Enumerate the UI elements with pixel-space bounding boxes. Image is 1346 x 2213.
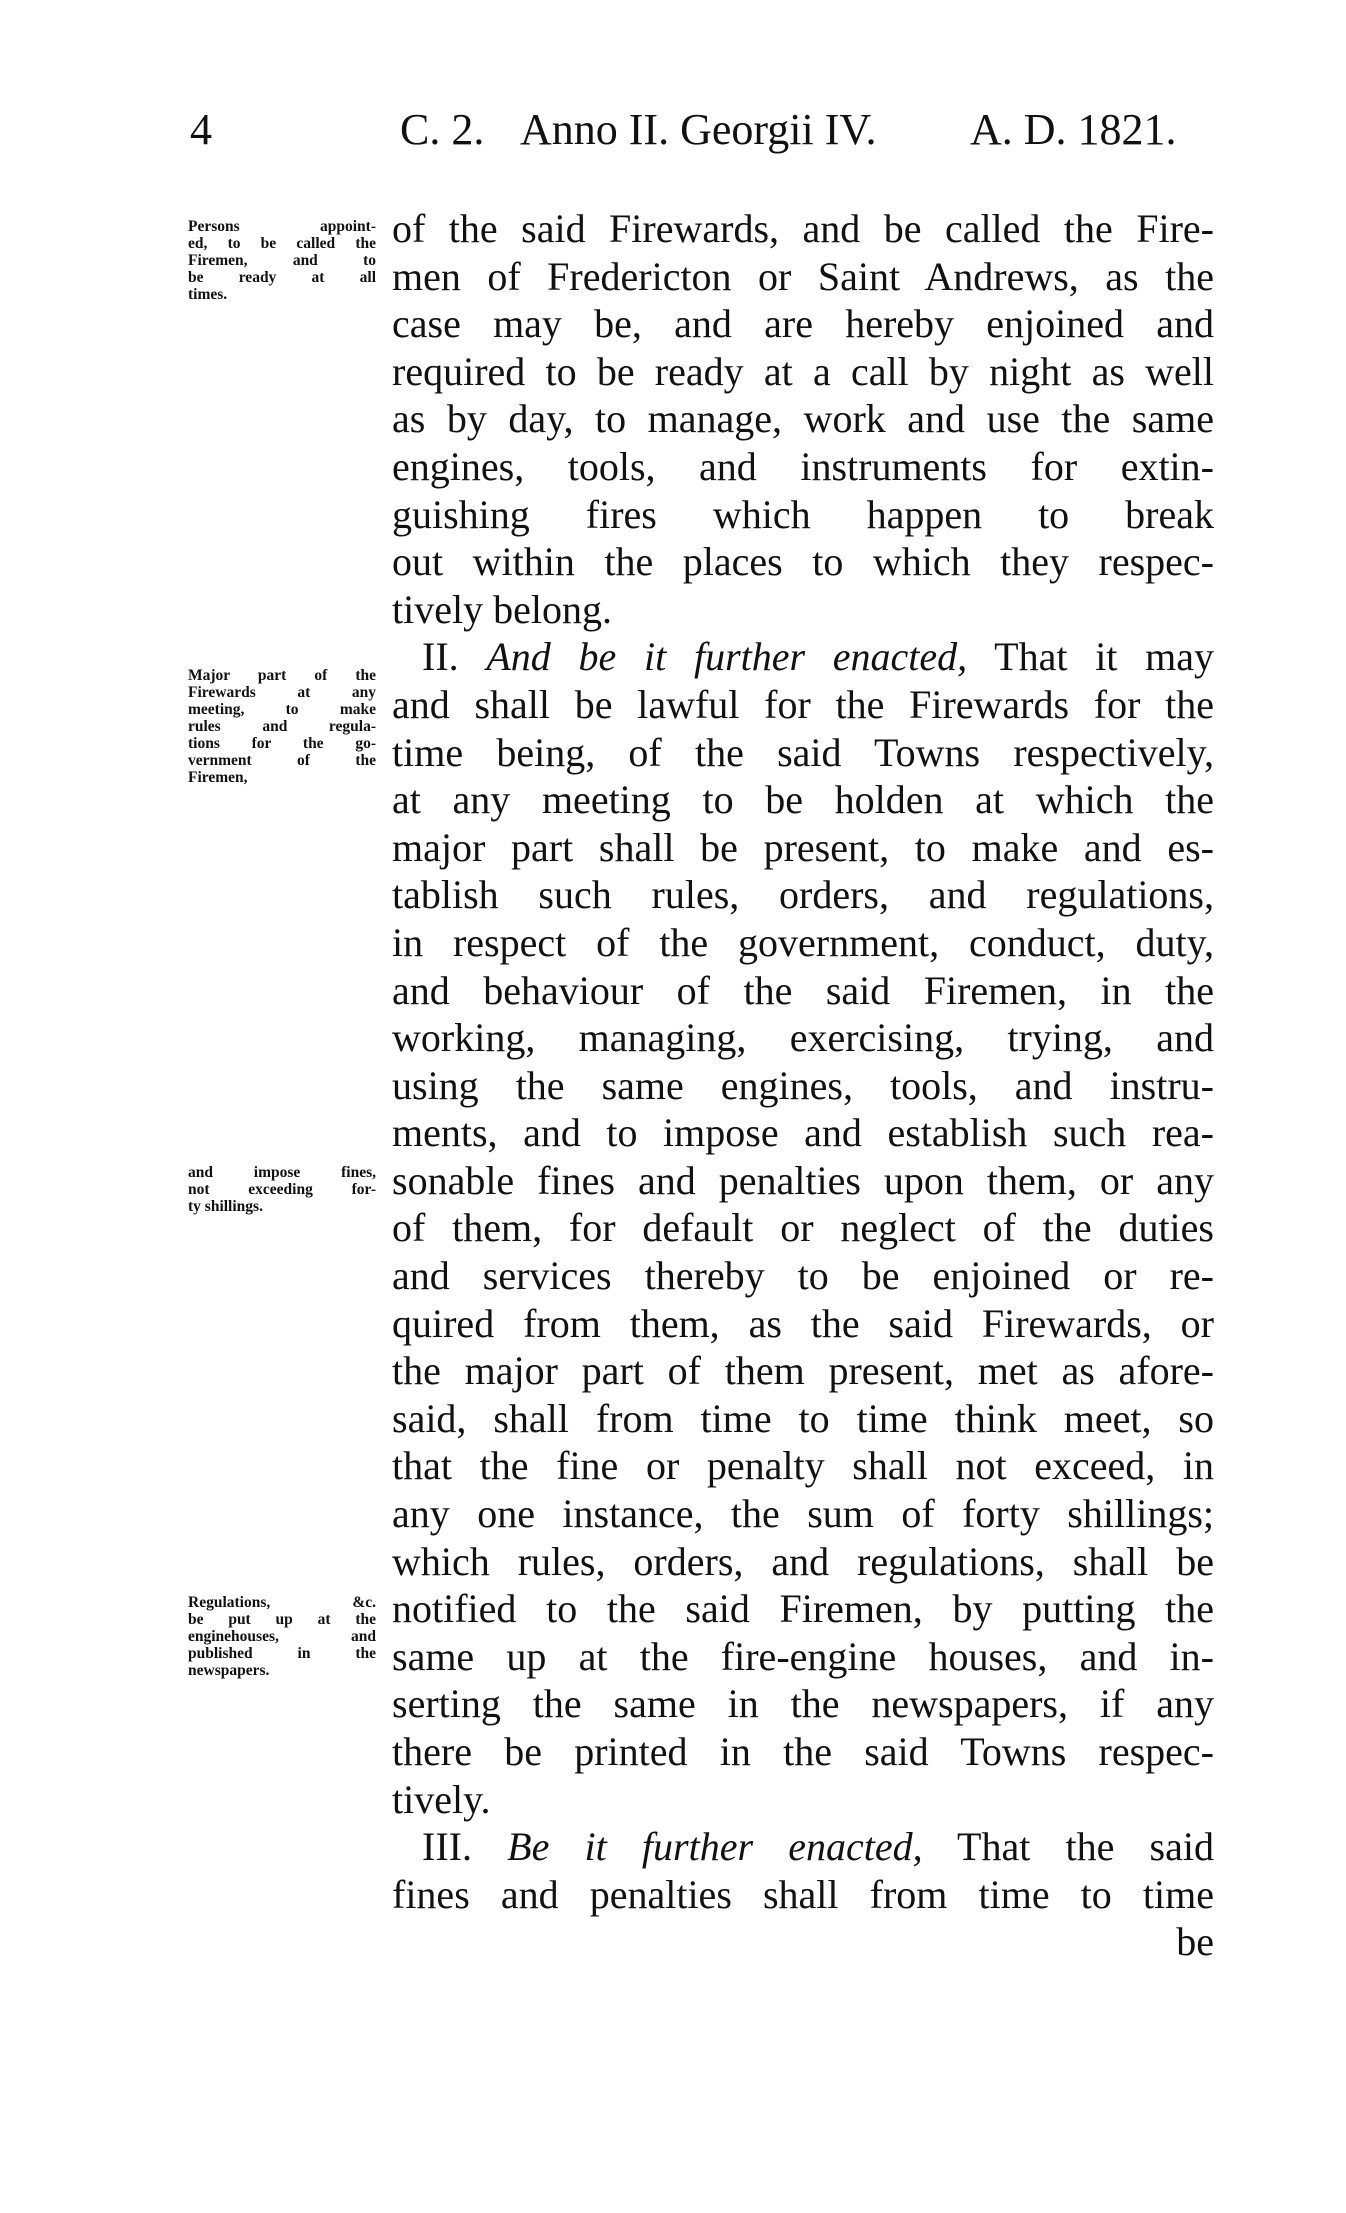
text-line: engines, tools, and instruments for extin-: [392, 443, 1214, 489]
marginal-note-regulations: Regulations, &c. be put up at the enginehouses, and published in the newspapers.: [188, 1594, 376, 1679]
text-line: and services thereby to be enjoined or re-: [392, 1253, 1214, 1299]
text-line: working, managing, exercising, trying, and: [392, 1015, 1214, 1061]
running-header: [190, 104, 1190, 164]
text-line: using the same engines, tools, and instru-: [392, 1062, 1214, 1108]
text-line: time being, of the said Towns respectively,: [392, 729, 1214, 775]
calendar-year: A. D. 1821.: [970, 105, 1177, 154]
text-line: and behaviour of the said Firemen, in the: [392, 967, 1214, 1013]
marginal-note-rules: Major part of the Firewards at any meeting, to make rules and regula- tions for the go- vernment of the Firemen,: [188, 667, 376, 786]
text-line: at any meeting to be holden at which the: [392, 777, 1214, 823]
text-line: tablish such rules, orders, and regulations,: [392, 872, 1214, 918]
text-line: tively belong.: [392, 586, 612, 632]
marginal-note-firemen: Persons appoint- ed, to be called the Firemen, and to be ready at all times.: [188, 218, 376, 303]
chapter-number: C. 2.: [400, 105, 485, 154]
text-line: of the said Firewards, and be called the Fire-: [392, 206, 1214, 251]
text-line: which rules, orders, and regulations, shall be: [392, 1538, 1214, 1584]
text-line: men of Fredericton or Saint Andrews, as the: [392, 253, 1214, 299]
section-2-start: II. And be it further enacted, That it may: [422, 634, 1215, 680]
text-line: and shall be lawful for the Firewards for the: [392, 681, 1214, 727]
text-line: quired from them, as the said Firewards, or: [392, 1300, 1214, 1346]
text-line: serting the same in the newspapers, if any: [392, 1681, 1214, 1727]
catchword: be: [1176, 1919, 1214, 1965]
text-line: the major part of them present, met as afore-: [392, 1348, 1214, 1394]
text-line: required to be ready at a call by night as well: [392, 348, 1214, 394]
marginal-note-fines: and impose fines, not exceeding for- ty shillings.: [188, 1164, 376, 1215]
text-line: same up at the fire-engine houses, and in-: [392, 1633, 1214, 1679]
text-line: there be printed in the said Towns respec-: [392, 1729, 1214, 1774]
text-line: notified to the said Firemen, by putting the: [392, 1586, 1214, 1632]
text-line: ments, and to impose and establish such rea-: [392, 1110, 1214, 1156]
text-line: out within the places to which they respec-: [392, 539, 1214, 585]
text-line: sonable fines and penalties upon them, or any: [392, 1157, 1214, 1203]
text-line: fines and penalties shall from time to time: [392, 1871, 1214, 1917]
text-line: said, shall from time to time think meet, so: [392, 1395, 1214, 1441]
text-line: case may be, and are hereby enjoined and: [392, 301, 1214, 347]
text-line: of them, for default or neglect of the duties: [392, 1205, 1214, 1251]
section-3-start: III. Be it further enacted, That the said: [422, 1824, 1214, 1870]
regnal-year: Anno II. Georgii IV.: [520, 105, 877, 154]
page-number: 4: [190, 105, 212, 154]
text-line: that the fine or penalty shall not exceed, in: [392, 1443, 1214, 1489]
text-line: in respect of the government, conduct, duty,: [392, 919, 1214, 965]
text-line: any one instance, the sum of forty shillings;: [392, 1491, 1214, 1537]
body-text: [392, 205, 1214, 1966]
text-line: guishing fires which happen to break: [392, 491, 1214, 537]
text-line: major part shall be present, to make and es-: [392, 824, 1214, 870]
text-line: tively.: [392, 1776, 491, 1822]
text-line: as by day, to manage, work and use the same: [392, 396, 1214, 442]
